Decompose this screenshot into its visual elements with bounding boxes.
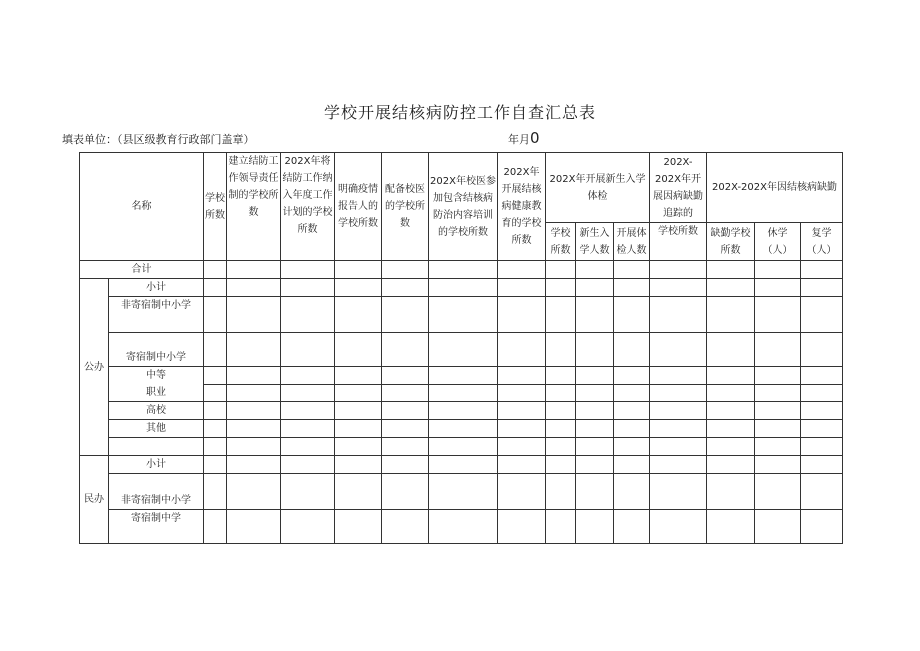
header-absence-tracking: 202X-202X年开展因病缺勤追踪的 (650, 153, 707, 223)
table-row (80, 510, 843, 544)
row-group-private: 民办 (80, 456, 109, 544)
row-label-public-college: 高校 (109, 402, 204, 420)
table-row (80, 279, 843, 297)
row-label-private-subtotal: 小计 (109, 456, 204, 474)
header-fe-examined: 开展体检人数 (614, 223, 650, 261)
header-doctor-training: 202X年校医参加包含结核病防治内容培训的学校所数 (429, 153, 498, 261)
filler-unit-label: 填表单位：（县区级教育行政部门盖章） (62, 133, 255, 146)
row-label-public-vocational-1: 中等 (109, 367, 204, 385)
date-label (508, 129, 540, 147)
table-row (80, 367, 843, 385)
table-row (80, 438, 843, 456)
header-tb-absence: 202X-202X年因结核病缺勤 (707, 153, 843, 223)
header-ta-schools: 缺勤学校所数 (707, 223, 755, 261)
row-group-public: 公办 (80, 279, 109, 456)
row-label-private-nonboarding: 非寄宿制中小学 (109, 474, 204, 510)
header-name: 名称 (80, 153, 204, 261)
table-row (80, 420, 843, 438)
date-text: 年月 (508, 133, 530, 146)
table-row (80, 297, 843, 333)
header-health-education: 202X年开展结核病健康教育的学校所数 (498, 153, 546, 261)
header-epidemic-reporter: 明确疫情报告人的学校所数 (335, 153, 382, 261)
page-title: 学校开展结核病防控工作自查汇总表 (323, 103, 596, 122)
row-label-public-other: 其他 (109, 420, 204, 438)
header-school-doctor: 配备校医的学校所数 (382, 153, 429, 261)
header-ta-resumed: 复学（人） (801, 223, 843, 261)
row-label-public-boarding: 寄宿制中小学 (109, 333, 204, 367)
header-school-count: 学校所数 (204, 153, 227, 261)
table-row (80, 384, 843, 402)
header-fe-new-students: 新生入学人数 (576, 223, 614, 261)
row-label-public-subtotal: 小计 (109, 279, 204, 297)
row-label-public-nonboarding: 非寄宿制中小学 (109, 297, 204, 333)
table-row (80, 402, 843, 420)
header-leader-system: 建立结防工作领导责任制的学校所数 (227, 153, 281, 261)
header-fe-schools: 学校所数 (546, 223, 576, 261)
header-ta-suspended: 休学（人） (755, 223, 801, 261)
header-freshman-exam: 202X年开展新生入学体检 (546, 153, 650, 223)
table-row (80, 474, 843, 510)
row-label-public-spare (109, 438, 204, 456)
date-zero: 0 (530, 129, 540, 147)
table-row (80, 456, 843, 474)
header-annual-plan: 202X年将结防工作纳入年度工作计划的学校所数 (281, 153, 335, 261)
row-label-public-vocational-2: 职业 (109, 384, 204, 402)
row-label-total: 合计 (80, 261, 204, 279)
header-at-schools: 学校所数 (650, 223, 707, 261)
table-row (80, 261, 843, 279)
row-label-private-boarding: 寄宿制中学 (109, 510, 204, 544)
table-row (80, 333, 843, 367)
summary-table (79, 152, 843, 544)
